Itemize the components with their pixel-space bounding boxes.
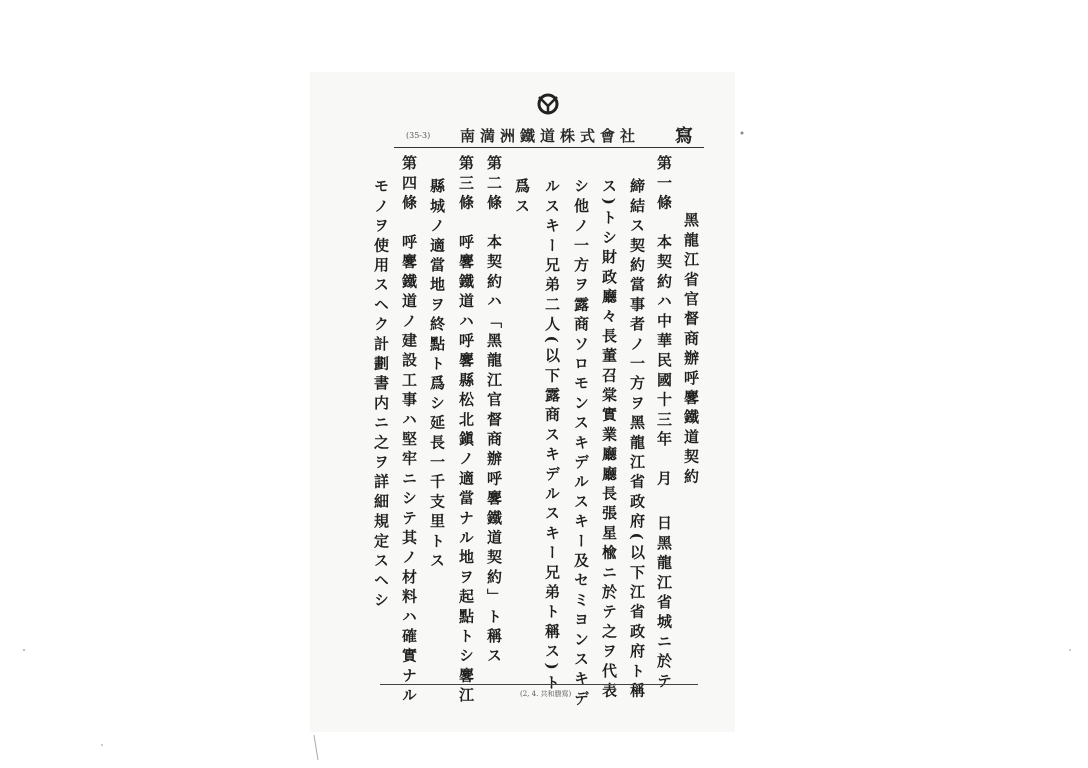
text-column: 第四條 呼𪊲鐵道ノ建設工事ハ堅牢ニシテ其ノ材料ハ確實ナル xyxy=(400,155,418,707)
header-rule xyxy=(394,147,704,148)
text-column: シ他ノ一方ヲ露商ソロモンスキデルスキー及セミヨンスキデ xyxy=(572,178,590,710)
company-name: 南満洲鐵道株式會社 xyxy=(460,127,641,145)
contract-title: 黑龍江省官督商辦呼𪊲鐵道契約 xyxy=(682,212,700,488)
text-column: ス)トシ財政廳々長董召棠實業廳廳長張星楡ニ於テ之ヲ代表 xyxy=(600,178,618,702)
footer-rule xyxy=(380,684,698,685)
text-column: 縣城ノ適當地ヲ終點ト爲シ延長一千支里トス xyxy=(428,178,446,572)
text-column: 第二條 本契約ハ「黑龍江官督商辦呼𪊲鐵道契約」ト稱ス xyxy=(485,155,503,668)
text-column: 日黑龍江省城ニ於テ xyxy=(655,515,673,693)
company-logo xyxy=(533,93,563,115)
text-column: 爲ス xyxy=(513,178,531,218)
footer-printer-mark: (2, 4. 共和謄寫) xyxy=(520,690,572,698)
text-column: 第一條 本契約ハ中華民國十三年 月 xyxy=(655,155,673,490)
form-number: (35-3) xyxy=(406,131,431,140)
copy-stamp: 寫 xyxy=(675,126,693,147)
text-column: 締結ス契約當事者ノ一方ヲ黑龍江省政府(以下江省政府ト稱 xyxy=(628,178,646,702)
text-column: ルスキー兄弟二人(以下露商スキデルスキー兄弟ト稱ス)ト xyxy=(543,178,561,695)
text-column: モノヲ使用スヘク計劃書内ニ之ヲ詳細規定スヘシ xyxy=(372,178,390,612)
text-column: 第三條 呼𪊲鐵道ハ呼𪊲縣松北鎭ノ適當ナル地ヲ起點トシ𪊲江 xyxy=(457,155,475,707)
